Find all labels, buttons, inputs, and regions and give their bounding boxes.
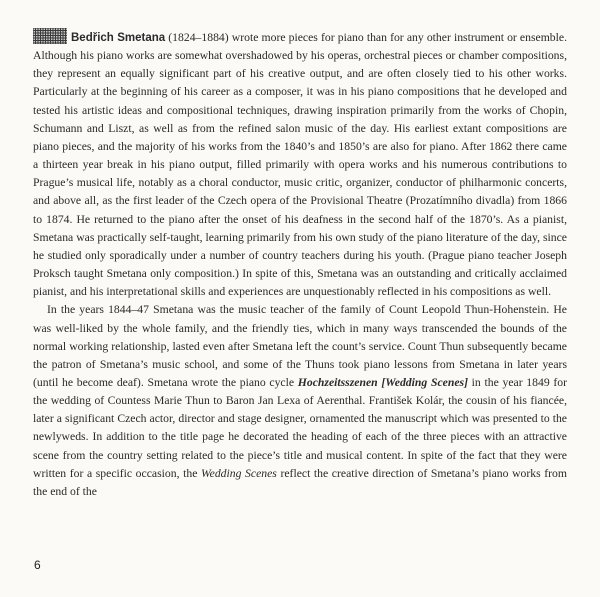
paragraph-1-text: (1824–1884) wrote more pieces for piano than for any other instrument or ensemble. Although his piano works are somewhat overshadowed by his operas, orchestral pieces or chamber compositions, they represent an equally significant part of his creative output, and are often closely tied to his other works. Particularly at the beginning of his career as a composer, it was in his piano compositions that he developed and tested his artistic ideas and compositional techniques, drawing inspiration primarily from the works of Chopin, Schumann and Liszt, as well as from the refined salon music of the day. His earliest extant compositions are piano pieces, and the majority of his works from the 1840’s and 1850’s are also for piano. After 1862 there came a thirteen year break in his piano output, filled primarily with opera works and his numerous contributions to Prague’s musical life, notably as a choral conductor, music critic, organizer, conductor of philharmonic concerts, and above all, as the first leader of the Czech opera of the Provisional Theatre (Prozatímního divadla) from 1866 to 1874. He returned to the piano after the onset of his deafness in the second half of the 1870’s. As a pianist, Smetana was practically self-taught, learning primarily from his own study of the piano literature of the day, since he studied only sporadically under a number of country teachers during his youth. (Prague piano teacher Joseph Proksch taught Smetana only composition.) In spite of this, Smetana was an outstanding and critically acclaimed pianist, and his interpretational skills and experiences are unquestionably reflected in his compositions as well. bbox=[33, 31, 567, 299]
section-marker-icon bbox=[33, 28, 67, 44]
composer-name: Bedřich Smetana bbox=[71, 32, 166, 44]
work-title: Hochzeitsszenen [Wedding Scenes] bbox=[297, 375, 468, 389]
paragraph-1 bbox=[33, 28, 567, 301]
paragraph-2 bbox=[33, 301, 567, 501]
paragraph-2-text-b: in the year 1849 for the wedding of Countess Marie Thun to Baron Jan Lexa of Aerenthal. František Kolár, the cousin of his fiancée, later a significant Czech actor, director and stage designer, ornamented the manuscript which was presented to the newlyweds. In addition to the title page he decorated the heading of each of the three pieces with an attractive scene from the country setting related to the piece’s title and musical content. In spite of the fact that they were written for a specific occasion, the bbox=[33, 375, 568, 480]
paragraph-2-text-c: reflect the creative direction of Smetana’s piano works from the end of the bbox=[33, 466, 567, 498]
paragraph-2-text-a: In the years 1844–47 Smetana was the music teacher of the family of Count Leopold Thun-Hohenstein. He was well-liked by the whole family, and the friendly ties, which in many ways transcended the bounds of the normal working relationship, lasted even after Smetana left the count’s service. Count Thun subsequently became the patron of Smetana’s music school, and some of the Thuns took piano lessons from Smetana in later years (until he become deaf). Smetana wrote the piano cycle bbox=[33, 303, 567, 389]
page-number: 6 bbox=[34, 558, 41, 572]
work-title-italic: Wedding Scenes bbox=[200, 466, 277, 480]
body-text bbox=[33, 28, 567, 501]
